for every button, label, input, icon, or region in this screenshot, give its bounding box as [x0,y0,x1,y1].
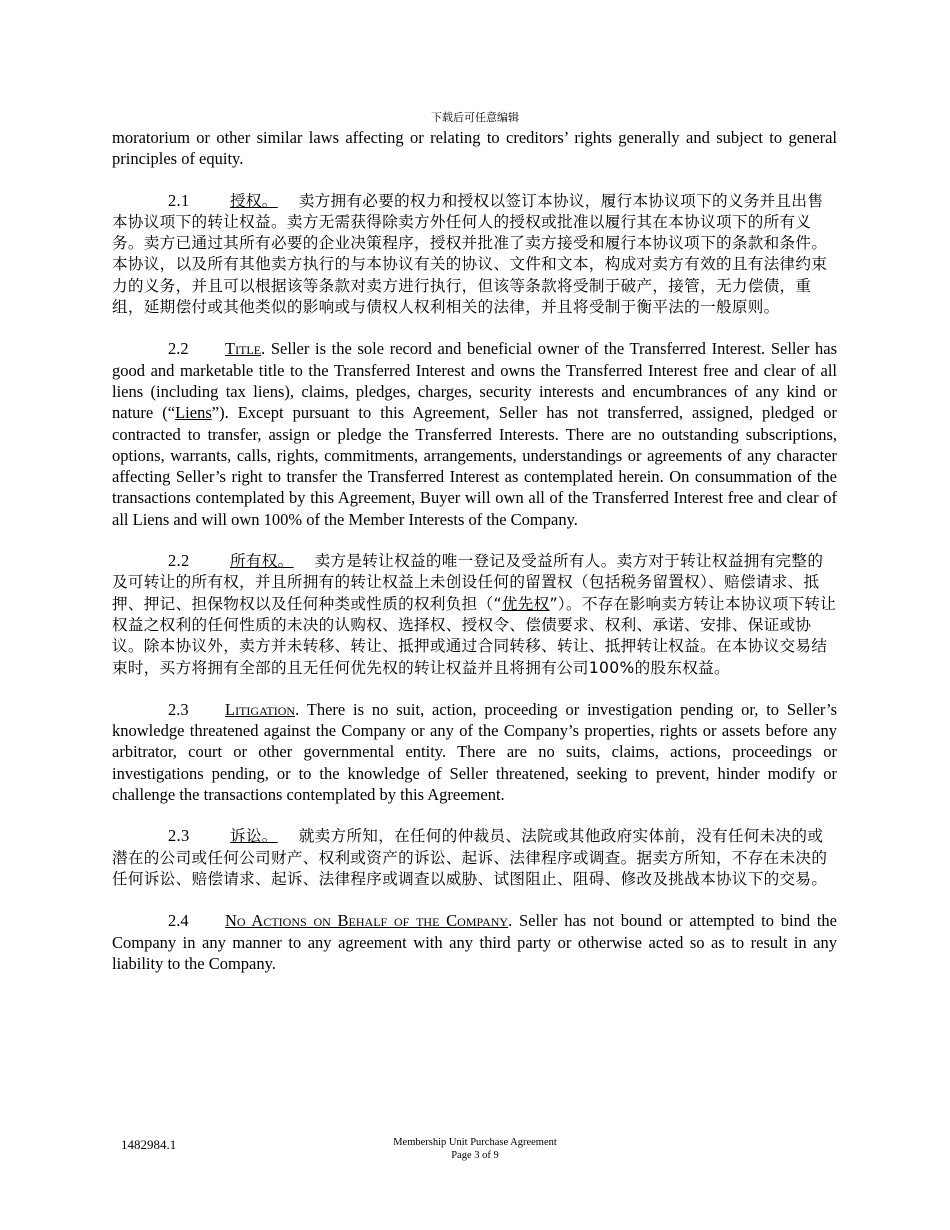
defined-term: 优先权 [501,594,550,613]
section-2-3-zh [112,825,837,890]
section-text: 卖方拥有必要的权力和授权以签订本协议，履行本协议项下的义务并且出售本协议项下的转让权益。卖方无需获得除卖方外任何人的授权或批准以履行其在本协议项下的所有义务。卖方已通过其所有必要的企业决策程序，授权并批准了卖方接受和履行本协议项下的条款和条件。本协议，以及所有其他卖方执行的与本协议有关的协议、文件和文本，构成对卖方有效的且有法律约束力的义务，并且可以根据该等条款对卖方进行执行，但该等条款将受制于破产，接管，无力偿债，重组，延期偿付或其他类似的影响或与债权人权利相关的法律，并且将受制于衡平法的一般原则。 [112,191,828,317]
section-number: 2.3 [168,699,189,719]
section-2-2-en [112,338,837,530]
section-2-4-en [112,910,837,974]
section-text: . Seller has not bound or attempted to bind the Company in any manner to any agreement with any third party or otherwise acted so as to result in any liability to the Company. [112,911,837,973]
section-number: 2.4 [168,911,189,931]
section-2-2-zh [112,550,837,679]
section-heading: 所有权。 [230,552,294,571]
section-heading: Title [225,339,262,359]
section-heading: 诉讼。 [230,827,278,846]
section-2-3-en [112,699,837,805]
section-text-continued: ”). Except pursuant to this Agreement, Seller has not transferred, assigned, pledged or contracted to transfer, assign or pledge the Transferred Interests. There are no outstanding subscriptions, options, warrants, calls, rights, commitments, arrangements, understandings or agreements of any character affecting Seller’s right to transfer the Transferred Interest as contemplated herein. On consummation of the transactions contemplated by this Agreement, Buyer will own all of the Transferred Interest free and clear of all Liens and will own 100% of the Member Interests of the Company. [112,403,837,529]
footer-title: Membership Unit Purchase Agreement [393,1137,557,1148]
header-note: 下载后可任意编辑 [431,112,519,124]
continuation-paragraph: moratorium or other similar laws affecting or relating to creditors’ rights generally and subject to general principles of equity. [112,128,837,169]
section-number: 2.3 [168,826,190,846]
section-heading: Litigation [225,699,296,719]
section-heading: 授权。 [230,191,278,210]
footer-center [0,1136,950,1162]
section-text-continued: ”）。不存在影响卖方转让本协议项下转让权益之权利的任何性质的未决的认购权、选择权、授权令、偿债要求、权利、承诺、安排、保证或协议。除本协议外，卖方并未转移、转让、抵押或通过合同转移、转让、抵押转让权益。在本协议交易结束时，买方将拥有全部的且无任何优先权的转让权益并且将拥有公司100%的股东权益。 [112,594,837,677]
footer-document-id: 1482984.1 [121,1137,177,1152]
section-text: . There is no suit, action, proceeding or investigation pending or, to Seller’s knowledge threatened against the Company or any of the Company’s properties, rights or assets before any arbitrator, court or other governmental entity. There are no suits, claims, actions, proceedings or investigations pending, or to the knowledge of Seller threatened, seeking to prevent, hinder modify or challenge the transactions contemplated by this Agreement. [112,699,837,805]
document-body [112,127,837,994]
section-number: 2.1 [168,190,190,210]
section-number: 2.2 [168,551,190,571]
section-number: 2.2 [168,339,189,359]
defined-term: Liens [175,403,212,423]
section-text: 就卖方所知，在任何的仲裁员、法院或其他政府实体前，没有任何未决的或潜在的公司或任何公司财产、权利或资产的诉讼、起诉、法律程序或调查。据卖方所知，不存在未决的任何诉讼、赔偿请求、起诉、法律程序或调查以威胁、试图阻止、阻碍、修改及挑战本协议下的交易。 [112,827,828,888]
section-heading: No Actions on Behalf of the Company [225,911,509,931]
section-text: . Seller is the sole record and beneficial owner of the Transferred Interest. Seller has good and marketable title to the Transferred Interest and owns the Transferred Interest free and clear of all liens (including tax liens), claims, pledges, charges, security interests and encumbrances of any kind or nature (“ [112,339,837,423]
section-text: 卖方是转让权益的唯一登记及受益所有人。卖方对于转让权益拥有完整的及可转让的所有权，并且所拥有的转让权益上未创设任何的留置权（包括税务留置权）、赔偿请求、抵押、押记、担保物权以及任何种类或性质的权利负担（“ [112,552,824,613]
section-2-1-zh [112,190,837,319]
footer-page-number: Page 3 of 9 [451,1150,499,1161]
